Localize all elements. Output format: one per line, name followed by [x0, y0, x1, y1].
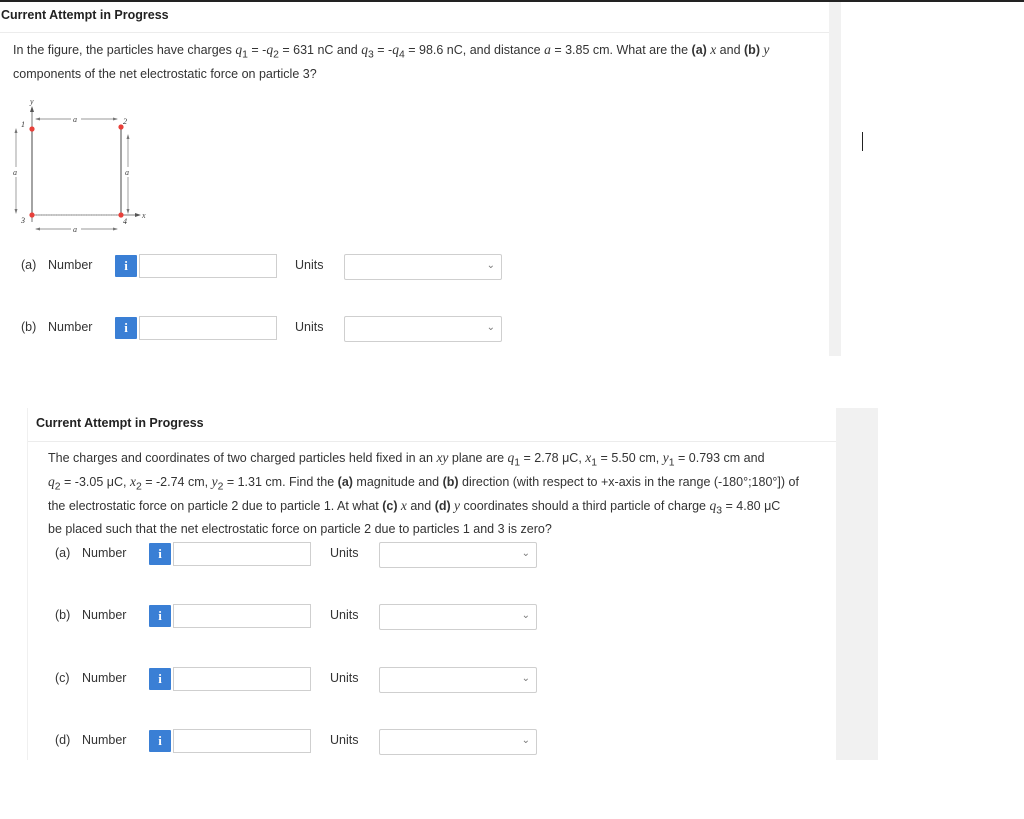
dimension-top-label: a: [73, 115, 77, 124]
answer-row-d: [28, 727, 548, 755]
units-dropdown[interactable]: [379, 542, 537, 568]
answer-row-c: [28, 665, 548, 693]
divider: [28, 441, 837, 442]
chevron-down-icon: ⌄: [521, 548, 530, 559]
particle-4-label: 4: [123, 217, 127, 226]
part-letter: (a): [21, 258, 37, 272]
side-gutter: [829, 2, 841, 356]
chevron-down-icon: ⌄: [521, 673, 530, 684]
chevron-down-icon: ⌄: [521, 735, 530, 746]
part-letter: (a): [55, 546, 71, 560]
units-dropdown[interactable]: [344, 254, 502, 280]
info-button[interactable]: i: [115, 317, 137, 339]
part-letter: (b): [21, 320, 37, 334]
answer-number-input[interactable]: [139, 316, 277, 340]
particle-2-label: 2: [123, 117, 127, 126]
units-label: Units: [330, 733, 359, 747]
units-dropdown[interactable]: [379, 667, 537, 693]
info-button[interactable]: i: [115, 255, 137, 277]
units-label: Units: [295, 258, 324, 272]
problem-1-panel: [0, 2, 829, 356]
answer-row-a: [0, 252, 520, 280]
answer-number-input[interactable]: [173, 729, 311, 753]
part-letter: (c): [55, 671, 70, 685]
info-button[interactable]: i: [149, 730, 171, 752]
divider: [0, 32, 829, 33]
particle-1-label: 1: [21, 120, 25, 129]
problem-2-question: The charges and coordinates of two charged particles held fixed in an xy plane are $q_1 = 2.78$ μC, $x_1 = 5.50$ cm, $y_1 = 0.793$ cm and $q_2 = -3.05$ μC, $x_2 = -2.74$ cm, $y_2 = 1.31$ cm. Find the (a) magnitude and (b) direction (with respect to +x-axis in the range (-180°;180°]) of the electrostatic force on particle 2 due to particle 1. At what (c) x and (d) y coordinates should a third particle of charge $q_3 = 4.80$ μC be placed such that the net electrostatic force on particle 2 due to particles 1 and 3 is zero?: [48, 450, 799, 537]
y-axis-label: y: [30, 97, 34, 106]
problem-1-question: In the figure, the particles have charges $q_1 = -q_2 = 631$ nC and $q_3 = -q_4 = 98.6$ nC, and distance a = 3.85 cm. What are the (a) x and (b) y components of the net electrostatic force on particle 3?: [13, 42, 770, 81]
units-label: Units: [330, 608, 359, 622]
units-dropdown[interactable]: [379, 729, 537, 755]
charges-square-figure: [5, 96, 155, 236]
dimension-bottom-label: a: [73, 225, 77, 234]
particle-2-dot: [118, 124, 123, 129]
answer-row-b: [0, 314, 520, 342]
part-letter: (d): [55, 733, 71, 747]
dimension-left-label: a: [13, 168, 17, 177]
text-cursor: [862, 132, 863, 151]
units-dropdown[interactable]: [379, 604, 537, 630]
answer-number-input[interactable]: [173, 667, 311, 691]
answer-number-input[interactable]: [173, 604, 311, 628]
particle-4-dot: [118, 212, 123, 217]
answer-row-a: [28, 540, 548, 568]
units-dropdown[interactable]: [344, 316, 502, 342]
answer-row-b: [28, 602, 548, 630]
answer-number-input[interactable]: [173, 542, 311, 566]
particle-3-dot: [29, 212, 34, 217]
chevron-down-icon: ⌄: [521, 610, 530, 621]
number-label: Number: [82, 608, 127, 622]
x-axis-label: x: [142, 211, 146, 220]
number-label: Number: [48, 258, 93, 272]
units-label: Units: [330, 546, 359, 560]
part-letter: (b): [55, 608, 71, 622]
number-label: Number: [82, 671, 127, 685]
side-gutter: [836, 408, 878, 760]
info-button[interactable]: i: [149, 668, 171, 690]
chevron-down-icon: ⌄: [486, 322, 495, 333]
chevron-down-icon: ⌄: [486, 260, 495, 271]
particle-3-label: 3: [21, 216, 25, 225]
number-label: Number: [82, 546, 127, 560]
units-label: Units: [295, 320, 324, 334]
problem-2-heading: Current Attempt in Progress: [36, 416, 204, 430]
answer-number-input[interactable]: [139, 254, 277, 278]
info-button[interactable]: i: [149, 605, 171, 627]
particle-1-dot: [29, 126, 34, 131]
problem-2-panel: [27, 408, 837, 760]
info-button[interactable]: i: [149, 543, 171, 565]
number-label: Number: [82, 733, 127, 747]
units-label: Units: [330, 671, 359, 685]
number-label: Number: [48, 320, 93, 334]
problem-1-heading: Current Attempt in Progress: [1, 8, 169, 22]
dimension-right-label: a: [125, 168, 129, 177]
